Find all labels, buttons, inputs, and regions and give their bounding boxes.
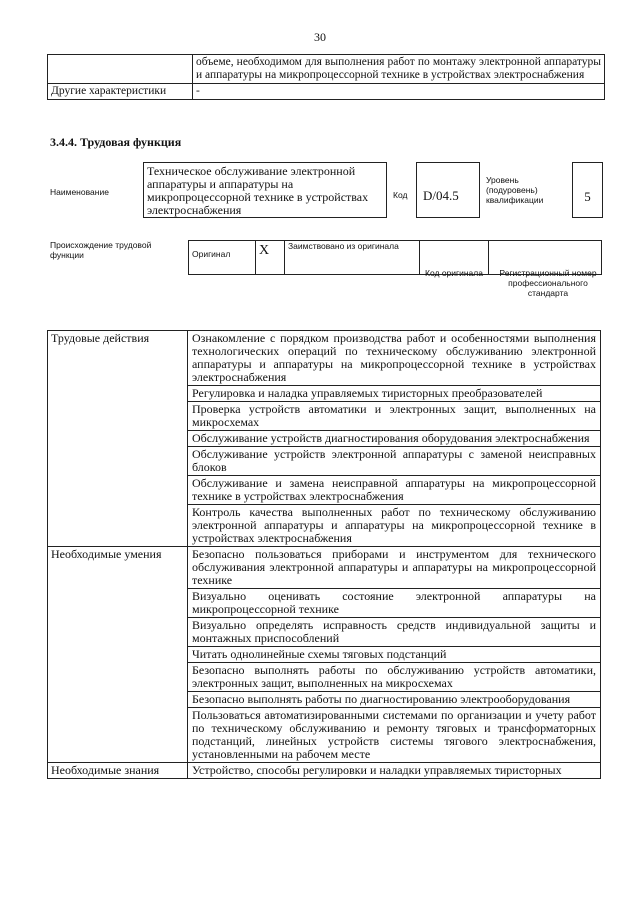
section-item: Читать однолинейные схемы тяговых подстанций <box>188 647 601 663</box>
section-label: Трудовые действия <box>48 331 188 547</box>
top-table-empty-cell <box>48 55 193 84</box>
section-item: Проверка устройств автоматики и электронных защит, выполненных на микросхемах <box>188 402 601 431</box>
page-number: 30 <box>314 30 326 44</box>
section-item: Безопасно выполнять работы по диагностированию электрооборудования <box>188 692 601 708</box>
section-item: Регулировка и наладка управляемых тиристорных преобразователей <box>188 386 601 402</box>
section-item: Устройство, способы регулировки и наладки управляемых тиристорных <box>188 763 601 779</box>
section-item: Обслуживание устройств диагностирования оборудования электроснабжения <box>188 431 601 447</box>
code-original-caption: Код оригинала <box>425 268 483 278</box>
level-label: Уровень (подуровень) квалификации <box>486 175 544 205</box>
section-item: Пользоваться автоматизированными системами по организации и учету работ по техническому обслуживанию и ремонту тяговых и трансформаторных подстанций, линейных устройств системы тягового электроснабжения, установленными на рабочем месте <box>188 708 601 763</box>
section-item: Визуально оценивать состояние электронной аппаратуры на микропроцессорной технике <box>188 589 601 618</box>
code-label: Код <box>393 190 408 200</box>
section-label: Необходимые умения <box>48 547 188 763</box>
borrowed-label: Заимствовано из оригинала <box>285 241 420 275</box>
section-item: Безопасно пользоваться приборами и инструментом для технического обслуживания электронной аппаратуры и аппаратуры на микропроцессорной технике <box>188 547 601 589</box>
section-item: Обслуживание и замена неисправной аппаратуры на микропроцессорной технике в устройствах электроснабжения <box>188 476 601 505</box>
section-item: Контроль качества выполненных работ по техническому обслуживанию электронной аппаратуры и аппаратуры на микропроцессорной технике в устройствах электроснабжения <box>188 505 601 547</box>
name-label: Наименование <box>50 187 109 197</box>
other-characteristics-value: - <box>193 84 605 100</box>
section-item: Обслуживание устройств электронной аппаратуры с заменой неисправных блоков <box>188 447 601 476</box>
table-row <box>48 763 601 779</box>
section-title: 3.4.4. Трудовая функция <box>50 135 182 149</box>
origin-label: Происхождение трудовой функции <box>50 240 152 260</box>
section-item: Безопасно выполнять работы по обслуживанию устройств автоматики, электронных защит, выполненных на микросхемах <box>188 663 601 692</box>
function-name: Техническое обслуживание электронной аппаратуры и аппаратуры на микропроцессорной технике в устройствах электроснабжения <box>143 162 387 218</box>
section-label: Необходимые знания <box>48 763 188 779</box>
reg-number-caption: Регистрационный номер профессионального стандарта <box>499 268 597 298</box>
table-row <box>48 331 601 386</box>
top-table-text: объеме, необходимом для выполнения работ по монтажу электронной аппаратуры и аппаратуры на микропроцессорной технике в устройствах электроснабжения <box>193 55 605 84</box>
original-mark: X <box>256 241 285 275</box>
section-item: Ознакомление с порядком производства работ и особенностями выполнения технологических операций по техническому обслуживанию электронной аппаратуры и аппаратуры на микропроцессорной технике в устройствах электроснабжения <box>188 331 601 386</box>
original-label: Оригинал <box>189 241 256 275</box>
code-value: D/04.5 <box>416 162 480 218</box>
main-table <box>47 330 601 779</box>
table-row <box>48 547 601 589</box>
other-characteristics-label: Другие характеристики <box>48 84 193 100</box>
level-value: 5 <box>572 162 603 218</box>
section-item: Визуально определять исправность средств индивидуальной защиты и монтажных приспособлений <box>188 618 601 647</box>
top-table <box>47 54 605 100</box>
